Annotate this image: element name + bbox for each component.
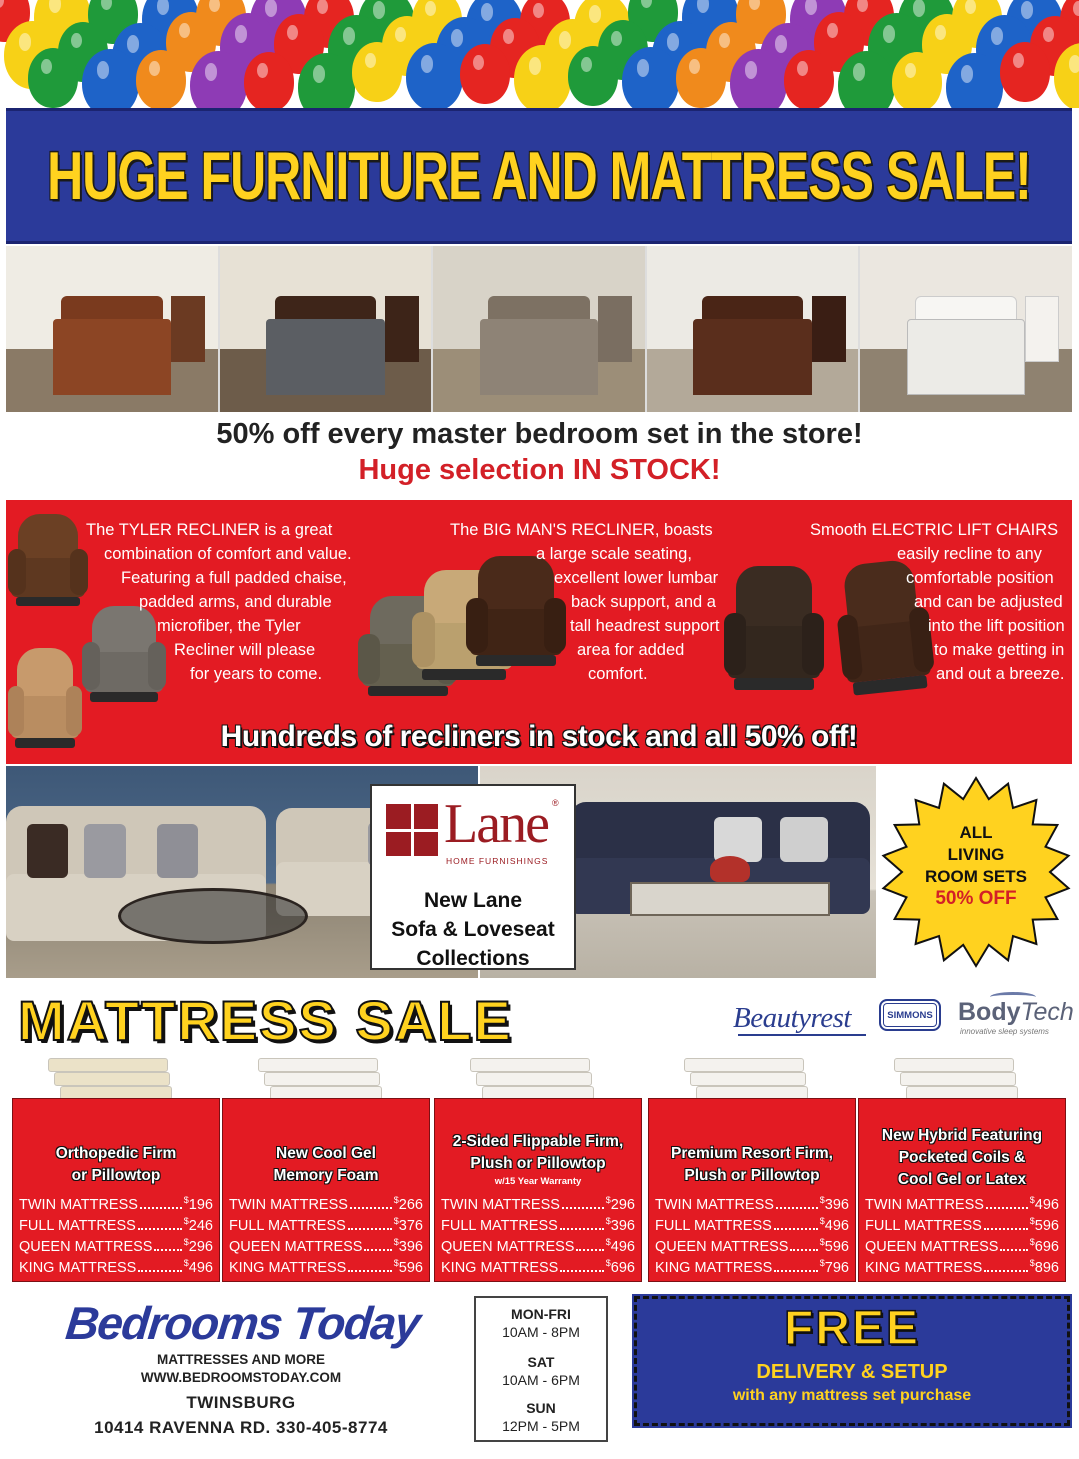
price-row: KING MATTRESS $596 bbox=[229, 1258, 423, 1276]
store-name: Bedrooms Today bbox=[63, 1297, 422, 1349]
price-row: KING MATTRESS $496 bbox=[19, 1258, 213, 1276]
balloon bbox=[352, 42, 402, 102]
bedroom-photo bbox=[433, 246, 645, 412]
lift-chair-description: Smooth ELECTRIC LIFT CHAIRS easily recline to any comfortable position and can be adjusted into the lift position to make getting in and out a breeze. bbox=[810, 521, 1065, 683]
price-row: QUEEN MATTRESS $496 bbox=[441, 1237, 635, 1255]
balloon bbox=[514, 45, 571, 108]
balloon-banner bbox=[0, 0, 1079, 108]
mattress-warranty: w/15 Year Warranty bbox=[494, 1176, 582, 1187]
balloon bbox=[676, 48, 726, 108]
simmons-logo: SIMMONS bbox=[879, 999, 941, 1031]
free-delivery-coupon bbox=[634, 1296, 1070, 1426]
bedroom-photo bbox=[860, 246, 1072, 412]
balloon bbox=[244, 52, 294, 108]
mattress-card-title: Plush or Pillowtop bbox=[470, 1155, 606, 1172]
starburst-text: ALL LIVING ROOM SETS 50% OFF bbox=[924, 823, 1027, 909]
store-hours bbox=[474, 1296, 608, 1442]
hours-time: 10AM - 8PM bbox=[502, 1324, 580, 1340]
mattress-card-title: Plush or Pillowtop bbox=[684, 1167, 820, 1184]
balloon bbox=[892, 52, 942, 108]
page-title: HUGE FURNITURE AND MATTRESS SALE! bbox=[47, 138, 1031, 214]
balloon bbox=[784, 50, 834, 108]
balloon bbox=[568, 46, 618, 106]
mattress-card-title: Pocketed Coils & bbox=[898, 1149, 1026, 1166]
price-row: FULL MATTRESS $246 bbox=[19, 1216, 213, 1234]
beautyrest-logo: Beautyrest bbox=[733, 1002, 851, 1034]
balloon bbox=[136, 50, 186, 108]
bodytech-logo: BodyTech bbox=[958, 998, 1074, 1026]
price-row: FULL MATTRESS $396 bbox=[441, 1216, 635, 1234]
hours-time: 12PM - 5PM bbox=[502, 1418, 580, 1434]
promo-subheadline: Huge selection IN STOCK! bbox=[358, 454, 721, 486]
price-row: TWIN MATTRESS $296 bbox=[441, 1195, 635, 1213]
store-tagline: MATTRESSES AND MORE bbox=[156, 1352, 325, 1367]
lane-brand: Lane bbox=[444, 793, 548, 855]
balloon bbox=[622, 47, 679, 108]
recliner-image bbox=[8, 514, 88, 606]
price-row: QUEEN MATTRESS $696 bbox=[865, 1237, 1059, 1255]
promo-headline: 50% off every master bedroom set in the store! bbox=[216, 418, 863, 450]
price-row: FULL MATTRESS $596 bbox=[865, 1216, 1059, 1234]
free-subtitle: DELIVERY & SETUP bbox=[756, 1361, 948, 1383]
mattress-sale-title: MATTRESS SALE bbox=[18, 989, 513, 1052]
price-row: TWIN MATTRESS $496 bbox=[865, 1195, 1059, 1213]
recliner-section bbox=[6, 500, 1072, 764]
lift-chair-image bbox=[724, 566, 824, 690]
mattress-price-card bbox=[222, 1098, 430, 1282]
mattress-card-title: Orthopedic Firm bbox=[55, 1145, 177, 1162]
free-note: with any mattress set purchase bbox=[732, 1387, 972, 1404]
recliner-footer-headline: Hundreds of recliners in stock and all 50% off! bbox=[220, 720, 858, 753]
free-title: FREE bbox=[783, 1302, 920, 1355]
lane-caption: New Lane Sofa & Loveseat Collections bbox=[391, 889, 555, 970]
price-row: TWIN MATTRESS $396 bbox=[655, 1195, 849, 1213]
price-row: QUEEN MATTRESS $296 bbox=[19, 1237, 213, 1255]
price-row: KING MATTRESS $896 bbox=[865, 1258, 1059, 1276]
bedroom-photo bbox=[647, 246, 859, 412]
hours-day: MON-FRI bbox=[511, 1306, 571, 1322]
price-row: QUEEN MATTRESS $396 bbox=[229, 1237, 423, 1255]
mattress-card-title: New Hybrid Featuring bbox=[881, 1127, 1043, 1144]
price-row: QUEEN MATTRESS $596 bbox=[655, 1237, 849, 1255]
store-address: 10414 RAVENNA RD. 330-405-8774 bbox=[94, 1418, 388, 1437]
mattress-price-card bbox=[434, 1098, 642, 1282]
balloon bbox=[406, 43, 463, 108]
price-row: FULL MATTRESS $376 bbox=[229, 1216, 423, 1234]
bedroom-photo bbox=[6, 246, 218, 412]
store-city: TWINSBURG bbox=[186, 1393, 296, 1412]
balloon bbox=[82, 49, 139, 108]
hours-day: SAT bbox=[527, 1354, 555, 1370]
hours-time: 10AM - 6PM bbox=[502, 1372, 580, 1388]
lane-logo-box bbox=[370, 784, 576, 970]
lane-subtitle: HOME FURNISHINGS bbox=[446, 856, 549, 866]
price-row: KING MATTRESS $696 bbox=[441, 1258, 635, 1276]
lane-logo-icon bbox=[386, 804, 438, 856]
mattress-card-title: Cool Gel or Latex bbox=[897, 1171, 1027, 1188]
mattress-card-title: 2-Sided Flippable Firm, bbox=[452, 1133, 624, 1150]
balloon bbox=[730, 49, 787, 108]
bedroom-photo bbox=[220, 246, 432, 412]
living-room-starburst bbox=[880, 774, 1072, 970]
balloon bbox=[1000, 42, 1050, 102]
big-man-recliner-description: The BIG MAN'S RECLINER, boasts a large scale seating, excellent lower lumbar back support, and a tall headrest support area for added comfort. bbox=[450, 521, 720, 683]
mattress-price-card bbox=[648, 1098, 856, 1282]
header-banner bbox=[6, 108, 1072, 244]
bedroom-photo-strip bbox=[6, 246, 1072, 412]
bodytech-tagline: innovative sleep systems bbox=[960, 1027, 1049, 1036]
price-row: TWIN MATTRESS $196 bbox=[19, 1195, 213, 1213]
mattress-price-card bbox=[858, 1098, 1066, 1282]
price-row: KING MATTRESS $796 bbox=[655, 1258, 849, 1276]
tyler-recliner-description: The TYLER RECLINER is a great combination of comfort and value. Featuring a full padded chaise, padded arms, and durable microfiber, the Tyler Recliner will please for years to come. bbox=[86, 521, 352, 683]
mattress-card-title: or Pillowtop bbox=[71, 1167, 161, 1184]
beautyrest-underline bbox=[738, 1034, 866, 1036]
mattress-price-card bbox=[12, 1098, 220, 1282]
mattress-card-title: Premium Resort Firm, bbox=[671, 1145, 833, 1162]
balloon bbox=[28, 48, 78, 108]
balloon bbox=[460, 44, 510, 104]
hours-day: SUN bbox=[526, 1400, 556, 1416]
mattress-card-title: Memory Foam bbox=[273, 1167, 379, 1184]
price-row: FULL MATTRESS $496 bbox=[655, 1216, 849, 1234]
store-website[interactable]: WWW.BEDROOMSTODAY.COM bbox=[140, 1370, 342, 1385]
lane-registered-mark: ® bbox=[552, 798, 559, 808]
price-row: TWIN MATTRESS $266 bbox=[229, 1195, 423, 1213]
mattress-card-title: New Cool Gel bbox=[276, 1145, 376, 1162]
living-room-section bbox=[6, 766, 1072, 978]
